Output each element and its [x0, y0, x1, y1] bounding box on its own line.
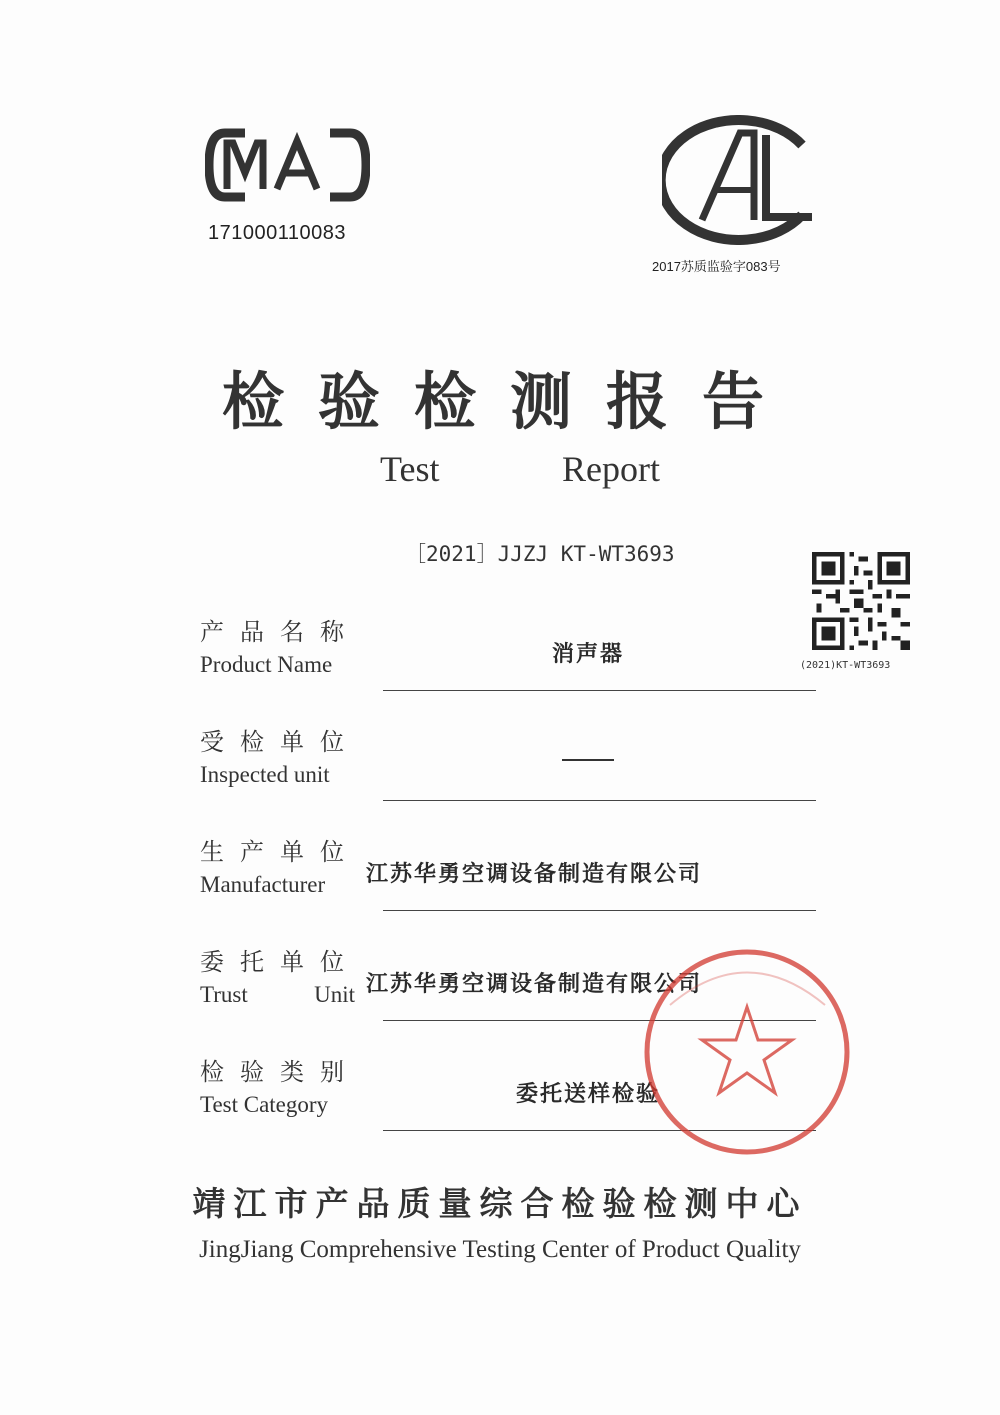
company-seal-stamp — [640, 945, 855, 1160]
underline — [383, 800, 816, 801]
value-inspected-unit — [363, 747, 813, 772]
value-test-category: 委托送样检验 — [515, 1082, 660, 1107]
label-inspected-unit-cn: 受检单位 — [200, 728, 360, 756]
field-inspected-unit — [198, 722, 818, 817]
cma-logo — [205, 125, 370, 205]
label-trust-unit-en — [200, 982, 355, 1008]
report-title-en — [380, 448, 660, 490]
label-product-name-en: Product Name — [200, 652, 333, 677]
qr-caption: (2021)KT-WT3693 — [800, 660, 891, 671]
cma-number: 171000110083 — [208, 222, 346, 244]
report-number: ［2021］JJZJ KT-WT3693 — [405, 542, 675, 566]
unit-word: Unit — [314, 982, 355, 1007]
testing-center-name-en: JingJiang Comprehensive Testing Center of Product Quality — [199, 1236, 801, 1263]
value-trust-unit: 江苏华勇空调设备制造有限公司 — [366, 972, 703, 997]
report-title-cn: 检验检测报告 — [221, 365, 798, 438]
label-test-category-cn: 检验类别 — [200, 1058, 360, 1086]
label-test-category-en: Test Category — [200, 1092, 329, 1117]
cal-logo — [662, 115, 832, 245]
trust-word: Trust — [200, 982, 248, 1007]
field-manufacturer — [198, 832, 818, 927]
field-product-name — [198, 612, 818, 707]
label-product-name-cn: 产品名称 — [200, 618, 360, 646]
testing-center-name-cn: 靖江市产品质量综合检验检测中心 — [192, 1184, 808, 1223]
label-trust-unit-cn: 委托单位 — [200, 948, 360, 976]
empty-dash — [562, 759, 614, 761]
underline — [383, 910, 816, 911]
qr-code — [812, 552, 910, 650]
underline — [383, 690, 816, 691]
cal-number: 2017苏质监验字083号 — [652, 259, 781, 274]
label-manufacturer-cn: 生产单位 — [200, 838, 360, 866]
title-en-test: Test — [380, 449, 440, 489]
label-inspected-unit-en: Inspected unit — [200, 762, 330, 787]
title-en-report: Report — [562, 449, 660, 489]
value-product-name: 消声器 — [551, 642, 624, 667]
label-manufacturer-en: Manufacturer — [200, 872, 326, 897]
value-manufacturer: 江苏华勇空调设备制造有限公司 — [366, 862, 703, 887]
